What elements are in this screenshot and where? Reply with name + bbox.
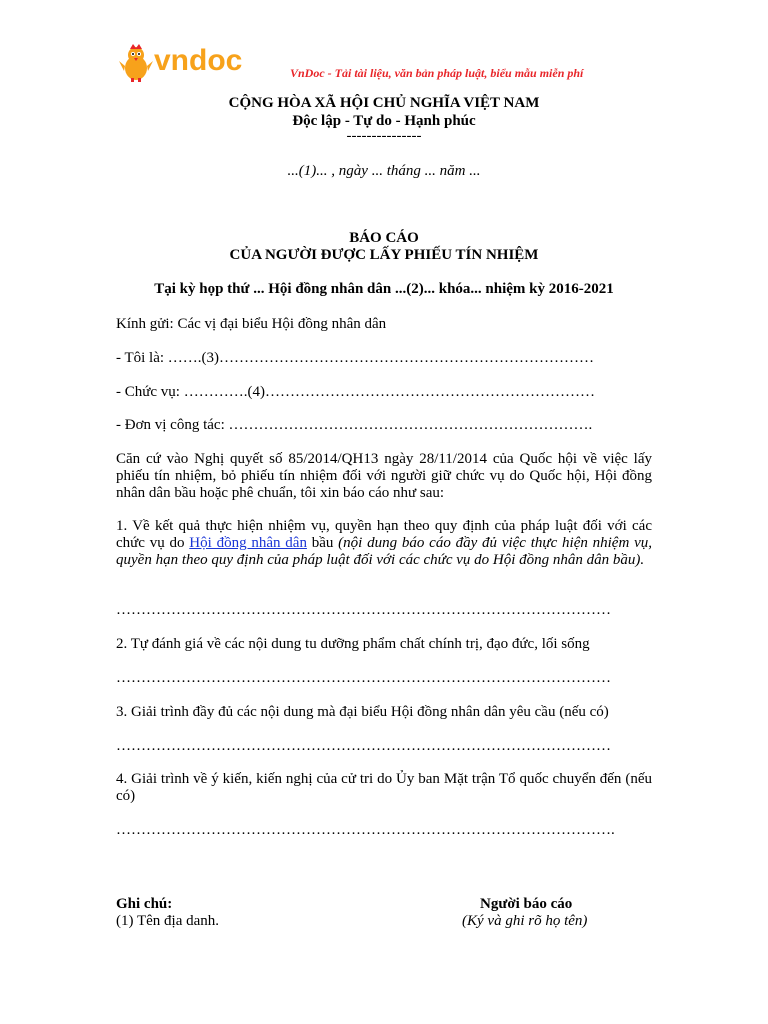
signer-note: (Ký và ghi rõ họ tên): [462, 913, 588, 929]
item-4: 4. Giải trình về ý kiến, kiến nghị của cử tri do Ủy ban Mặt trận Tổ quốc chuyển đến (nếu có): [116, 771, 652, 804]
item-3: 3. Giải trình đầy đủ các nội dung mà đại biểu Hội đồng nhân dân yêu cầu (nếu có): [116, 704, 609, 720]
site-tagline[interactable]: VnDoc - Tải tài liệu, văn bản pháp luật, biểu mẫu miễn phí: [290, 66, 584, 80]
national-title: CỘNG HÒA XÃ HỘI CHỦ NGHĨA VIỆT NAM: [228, 95, 540, 111]
dots-line-4: ……………………………………………………………………………………….: [116, 822, 615, 838]
item-1-note: (nội dung báo cáo đầy đủ việc thực hiện nhiệm vụ, quyền hạn theo quy định của pháp luật đối với các chức vụ do Hội đồng nhân dân bầu).: [116, 535, 652, 568]
signer-title: Người báo cáo: [480, 896, 573, 912]
mascot-icon: [118, 44, 154, 82]
date-line: ...(1)... , ngày ... tháng ... năm ...: [287, 163, 481, 179]
session-line: Tại kỳ họp thứ ... Hội đồng nhân dân ...(2)... khóa... nhiệm kỳ 2016-2021: [154, 281, 614, 297]
dots-line-3: ………………………………………………………………………………………: [116, 738, 611, 754]
dots-line-2: ………………………………………………………………………………………: [116, 670, 611, 686]
note-1: (1) Tên địa danh.: [116, 913, 220, 929]
item-2: 2. Tự đánh giá về các nội dung tu dưỡng phẩm chất chính trị, đạo đức, lối sống: [116, 636, 590, 652]
unit-line: - Đơn vị công tác: ……………………………………………………………….: [116, 417, 593, 433]
name-line: - Tôi là: …….(3)…………………………………………………………………: [116, 350, 595, 366]
report-subtitle: CỦA NGƯỜI ĐƯỢC LẤY PHIẾU TÍN NHIỆM: [229, 247, 539, 263]
hdnd-link[interactable]: Hội đồng nhân dân: [189, 535, 307, 551]
logo-text: vndoc: [154, 44, 243, 77]
greeting: Kính gửi: Các vị đại biểu Hội đồng nhân dân: [116, 316, 387, 332]
position-line: - Chức vụ: ………….(4)…………………………………………………………: [116, 384, 595, 400]
item-1-middle: bầu: [306, 535, 339, 551]
national-motto: Độc lập - Tự do - Hạnh phúc: [292, 113, 476, 129]
note-title: Ghi chú:: [116, 896, 173, 912]
item-1-text: 1. Về kết quả thực hiện nhiệm vụ, quyền hạn theo quy định của pháp luật đối với các chức vụ do: [116, 518, 652, 551]
item-1-paragraph: [116, 518, 652, 569]
vndoc-logo[interactable]: [118, 42, 258, 82]
report-title: BÁO CÁO: [349, 230, 419, 246]
motto-divider: ---------------: [346, 128, 422, 144]
basis-paragraph: Căn cứ vào Nghị quyết số 85/2014/QH13 ngày 28/11/2014 của Quốc hội về việc lấy phiếu tín nhiệm, bỏ phiếu tín nhiệm đối với người giữ chức vụ do Quốc hội, Hội đồng nhân dân bầu hoặc phê chuẩn, tôi xin báo cáo như sau:: [116, 451, 652, 501]
dots-line-1: ………………………………………………………………………………………: [116, 602, 611, 618]
